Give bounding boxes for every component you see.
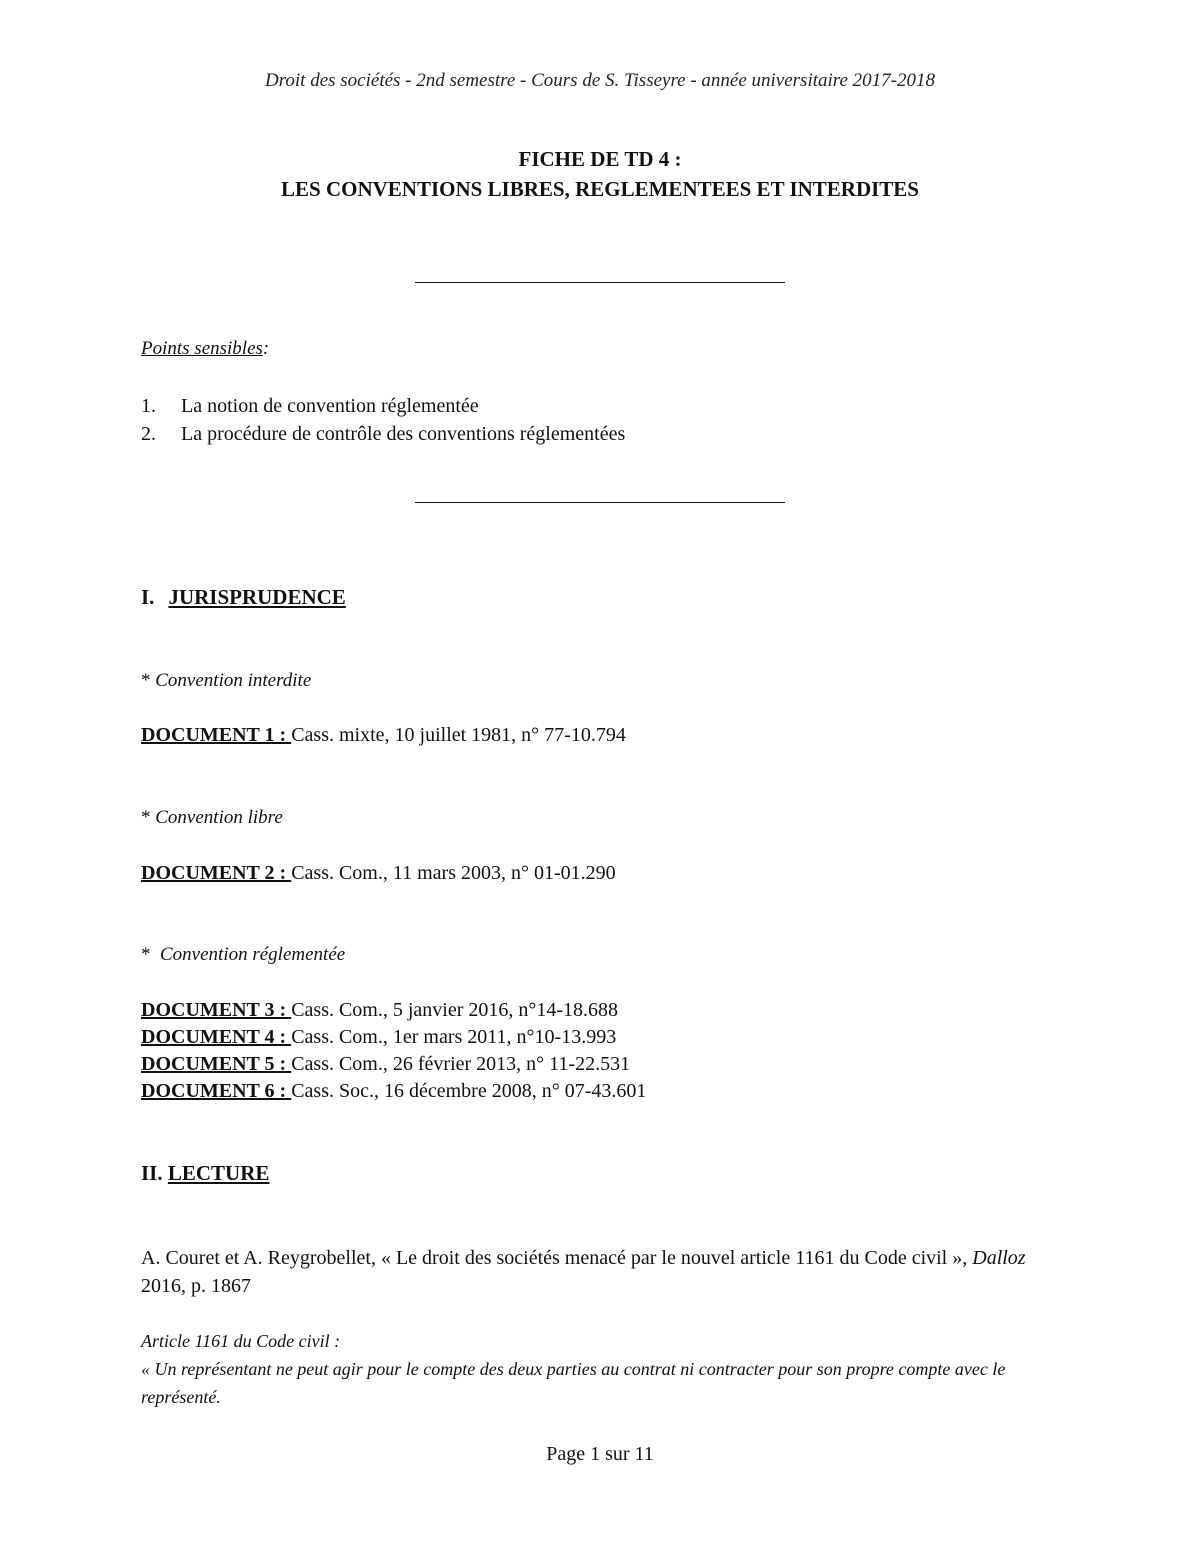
document-label: DOCUMENT 4 :	[141, 1026, 292, 1048]
page-footer: Page 1 sur 11	[546, 1443, 654, 1465]
document-group	[141, 997, 646, 1105]
lecture-authors: A. Couret et A. Reygrobellet, « Le droit des sociétés menacé par le nouvel article 1161 du Code civil »,	[141, 1247, 973, 1269]
divider-bottom	[415, 502, 785, 503]
points-label-suffix: :	[262, 338, 270, 359]
section-title: JURISPRUDENCE	[168, 585, 346, 609]
list-number: 2.	[141, 423, 156, 445]
document-entry	[141, 860, 616, 887]
category-star: *	[141, 670, 156, 691]
document-label: DOCUMENT 2 :	[141, 862, 292, 884]
document-reference: Cass. Com., 5 janvier 2016, n°14-18.688	[291, 999, 619, 1021]
document-reference: Cass. Com., 26 février 2013, n° 11-22.531	[291, 1053, 631, 1075]
document-label: DOCUMENT 6 :	[141, 1080, 292, 1102]
document-entry	[141, 1078, 646, 1105]
title-line-1: FICHE DE TD 4 :	[518, 147, 682, 171]
section-number: I.	[141, 585, 155, 609]
category-star: *	[141, 807, 156, 828]
points-label-text: Points sensibles	[141, 338, 263, 359]
document-label: DOCUMENT 1 :	[141, 724, 292, 746]
article-text: « Un représentant ne peut agir pour le compte des deux parties au contrat ni contracter pour son propre compte avec le représenté.	[141, 1359, 1006, 1407]
list-text: La notion de convention réglementée	[181, 395, 479, 417]
article-heading: Article 1161 du Code civil :	[141, 1331, 341, 1351]
lecture-journal: Dalloz	[972, 1247, 1026, 1269]
category-text: Convention réglementée	[160, 944, 346, 965]
article-quote	[141, 1327, 1061, 1411]
title-line-2: LES CONVENTIONS LIBRES, REGLEMENTEES ET INTERDITES	[281, 177, 919, 201]
document-label: DOCUMENT 5 :	[141, 1053, 292, 1075]
document-entry	[141, 722, 626, 749]
points-sensibles-label	[141, 338, 269, 360]
section-heading-jurisprudence	[141, 585, 346, 610]
section-number: II.	[141, 1161, 168, 1185]
category-text: Convention libre	[155, 807, 283, 828]
category-star: *	[141, 944, 160, 965]
document-title	[0, 144, 1200, 204]
list-number: 1.	[141, 395, 156, 417]
points-list	[141, 392, 625, 448]
list-item	[141, 420, 625, 448]
section-heading-lecture	[141, 1161, 269, 1186]
document-reference: Cass. mixte, 10 juillet 1981, n° 77-10.794	[291, 724, 626, 746]
category-convention-interdite	[141, 670, 311, 692]
divider-top	[415, 282, 785, 283]
lecture-rest: 2016, p. 1867	[141, 1275, 251, 1297]
page-header: Droit des sociétés - 2nd semestre - Cours de S. Tisseyre - année universitaire 2017-2018	[264, 70, 935, 91]
lecture-reference	[141, 1244, 1061, 1300]
document-entry	[141, 1024, 646, 1051]
document-label: DOCUMENT 3 :	[141, 999, 292, 1021]
document-reference: Cass. Com., 1er mars 2011, n°10-13.993	[291, 1026, 617, 1048]
category-convention-reglementee	[141, 944, 345, 966]
category-text: Convention interdite	[155, 670, 312, 691]
list-item	[141, 392, 625, 420]
document-reference: Cass. Com., 11 mars 2003, n° 01-01.290	[291, 862, 616, 884]
section-title: LECTURE	[167, 1161, 270, 1185]
document-entry	[141, 997, 646, 1024]
category-convention-libre	[141, 807, 283, 829]
list-text: La procédure de contrôle des conventions réglementées	[181, 423, 626, 445]
document-reference: Cass. Soc., 16 décembre 2008, n° 07-43.601	[291, 1080, 647, 1102]
document-entry	[141, 1051, 646, 1078]
